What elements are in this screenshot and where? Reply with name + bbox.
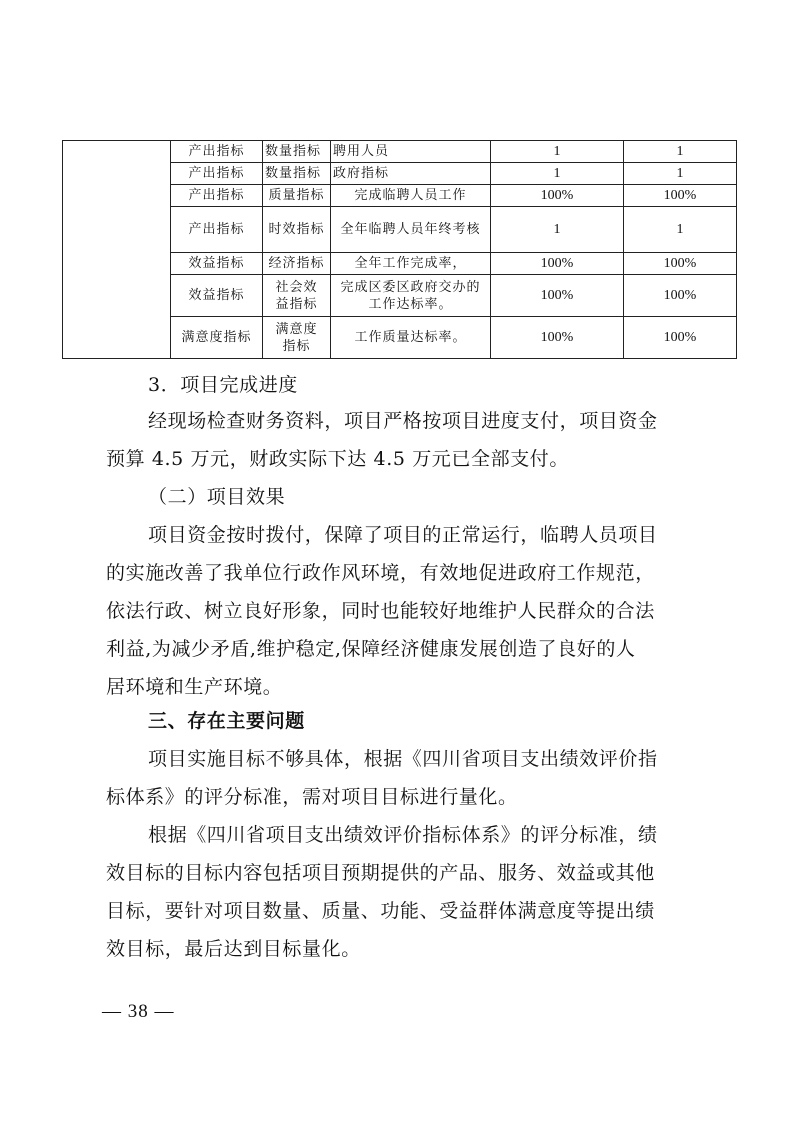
effect-line-5: 居环境和生产环境。 — [106, 676, 283, 698]
level2-cell: 经济指标 — [263, 253, 331, 275]
target-cell: 100% — [491, 317, 624, 359]
level1-cell: 产出指标 — [171, 163, 263, 185]
issues-p1-line-2: 标体系》的评分标准，需对项目目标进行量化。 — [106, 786, 518, 808]
indicator-cell: 聘用人员 — [331, 141, 491, 163]
level1-cell: 满意度指标 — [171, 317, 263, 359]
issues-p2-line-2: 效目标的目标内容包括项目预期提供的产品、服务、效益或其他 — [106, 862, 655, 884]
level2-cell: 满意度指标 — [263, 317, 331, 359]
issues-p1-line-1: 项目实施目标不够具体，根据《四川省项目支出绩效评价指 — [148, 748, 658, 770]
indicator-cell: 完成区委区政府交办的工作达标率。 — [331, 275, 491, 317]
table-row — [63, 141, 737, 163]
effect-line-2: 的实施改善了我单位行政作风环境，有效地促进政府工作规范， — [106, 562, 655, 584]
indicator-cell: 完成临聘人员工作 — [331, 185, 491, 207]
progress-body-line-2: 预算 4.5 万元，财政实际下达 4.5 万元已全部支付。 — [106, 448, 569, 470]
actual-cell: 1 — [624, 163, 737, 185]
target-cell: 1 — [491, 141, 624, 163]
issues-p2-line-1: 根据《四川省项目支出绩效评价指标体系》的评分标准，绩 — [148, 824, 658, 846]
target-cell: 100% — [491, 275, 624, 317]
issues-p2-line-3: 目标，要针对项目数量、质量、功能、受益群体满意度等提出绩 — [106, 900, 655, 922]
level1-cell: 效益指标 — [171, 253, 263, 275]
level1-cell: 产出指标 — [171, 207, 263, 253]
actual-cell: 100% — [624, 317, 737, 359]
issues-p2-line-4: 效目标，最后达到目标量化。 — [106, 938, 361, 960]
actual-cell: 100% — [624, 275, 737, 317]
effect-line-4: 利益,为减少矛盾,维护稳定,保障经济健康发展创造了良好的人 — [106, 638, 636, 660]
level2-cell: 数量指标 — [263, 163, 331, 185]
level1-cell: 产出指标 — [171, 141, 263, 163]
target-cell: 100% — [491, 185, 624, 207]
actual-cell: 1 — [624, 207, 737, 253]
actual-cell: 100% — [624, 253, 737, 275]
indicator-cell: 全年临聘人员年终考核 — [331, 207, 491, 253]
level2-cell: 时效指标 — [263, 207, 331, 253]
progress-body-line-1: 经现场检查财务资料，项目严格按项目进度支付，项目资金 — [148, 410, 658, 432]
page-number: — 38 — — [102, 1001, 175, 1022]
progress-heading: 3．项目完成进度 — [148, 374, 298, 396]
actual-cell: 1 — [624, 141, 737, 163]
indicator-cell: 工作质量达标率。 — [331, 317, 491, 359]
level2-cell: 数量指标 — [263, 141, 331, 163]
target-cell: 1 — [491, 163, 624, 185]
level1-cell: 效益指标 — [171, 275, 263, 317]
target-cell: 100% — [491, 253, 624, 275]
effect-heading: （二）项目效果 — [148, 486, 286, 508]
performance-indicator-table — [62, 140, 737, 359]
target-cell: 1 — [491, 207, 624, 253]
indicator-cell: 政府指标 — [331, 163, 491, 185]
level1-cell: 产出指标 — [171, 185, 263, 207]
indicator-cell: 全年工作完成率， — [331, 253, 491, 275]
actual-cell: 100% — [624, 185, 737, 207]
level2-cell: 质量指标 — [263, 185, 331, 207]
merged-left-cell — [63, 141, 171, 359]
effect-line-1: 项目资金按时拨付，保障了项目的正常运行，临聘人员项目 — [148, 524, 658, 546]
level2-cell: 社会效益指标 — [263, 275, 331, 317]
issues-heading: 三、存在主要问题 — [148, 710, 305, 732]
effect-line-3: 依法行政、树立良好形象，同时也能较好地维护人民群众的合法 — [106, 600, 655, 622]
